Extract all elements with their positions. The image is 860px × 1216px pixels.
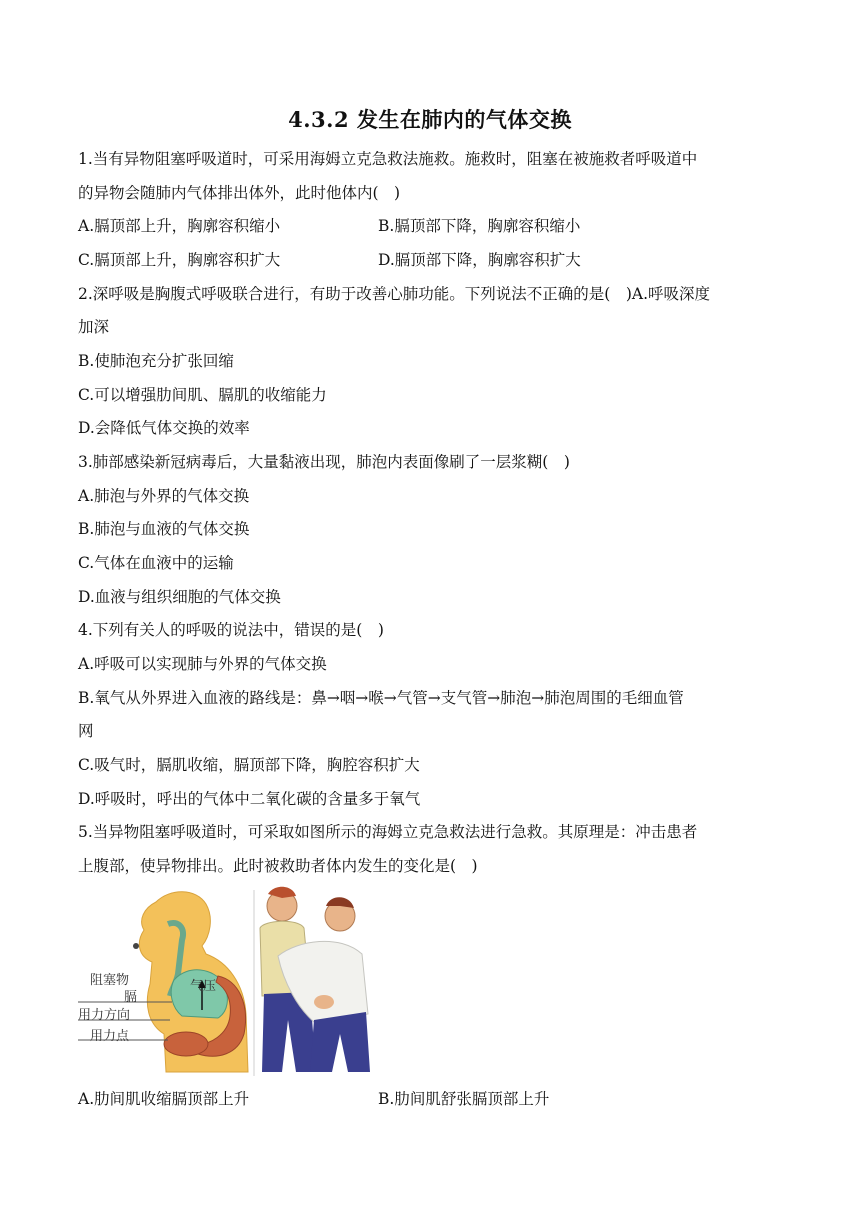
q1-option-a: A.膈顶部上升，胸廓容积缩小 <box>78 217 281 235</box>
heimlich-figure <box>78 884 374 1076</box>
q5-option-b: B.肋间肌舒张膈顶部上升 <box>378 1090 550 1108</box>
rescue-photo-panel <box>260 887 370 1072</box>
q4-option-a: A.呼吸可以实现肺与外界的气体交换 <box>78 655 327 673</box>
q1-option-d: D.膈顶部下降，胸廓容积扩大 <box>378 251 581 269</box>
q3-option-c: C.气体在血液中的运输 <box>78 554 234 572</box>
q2-stem-line-2: 加深 <box>78 318 110 336</box>
heimlich-illustration <box>78 884 374 1076</box>
q4-option-d: D.呼吸时，呼出的气体中二氧化碳的含量多于氧气 <box>78 790 421 808</box>
q3-option-a: A.肺泡与外界的气体交换 <box>78 487 250 505</box>
q1-option-c: C.膈顶部上升，胸廓容积扩大 <box>78 251 281 269</box>
rescuer-hands <box>314 995 334 1009</box>
label-obstruction: 阻塞物 <box>90 973 130 988</box>
q2-option-b: B.使肺泡充分扩张回缩 <box>78 352 234 370</box>
label-force-point: 用力点 <box>90 1029 130 1044</box>
label-diaphragm: 膈 <box>124 990 138 1005</box>
page-title: 4.3.2 发生在肺内的气体交换 <box>288 107 572 132</box>
label-air-pressure: 气压 <box>190 979 217 994</box>
q1-stem-line-2: 的异物会随肺内气体排出体外，此时他体内( ) <box>78 184 401 202</box>
q4-option-b-line-2: 网 <box>78 722 94 740</box>
patient-pants <box>310 1012 370 1072</box>
q1-stem-line-1: 1.当有异物阻塞呼吸道时，可采用海姆立克急救法施救。施救时，阻塞在被施救者呼吸道中 <box>78 150 698 168</box>
anatomy-panel <box>78 892 248 1072</box>
q5-stem-line-1: 5.当异物阻塞呼吸道时，可采取如图所示的海姆立克急救法进行急救。其原理是：冲击患者 <box>78 823 698 841</box>
q1-option-b: B.膈顶部下降，胸廓容积缩小 <box>378 217 581 235</box>
q4-stem-line-1: 4.下列有关人的呼吸的说法中，错误的是( ) <box>78 621 384 639</box>
q2-stem-line-1: 2.深呼吸是胸腹式呼吸联合进行，有助于改善心肺功能。下列说法不正确的是( )A.呼吸深度 <box>78 285 711 303</box>
q3-stem-line-1: 3.肺部感染新冠病毒后，大量黏液出现，肺泡内表面像刷了一层浆糊( ) <box>78 453 570 471</box>
q5-option-a: A.肋间肌收缩膈顶部上升 <box>78 1090 250 1108</box>
label-force-direction: 用力方向 <box>78 1008 131 1023</box>
q3-option-d: D.血液与组织细胞的气体交换 <box>78 588 281 606</box>
q2-option-c: C.可以增强肋间肌、膈肌的收缩能力 <box>78 386 327 404</box>
q3-option-b: B.肺泡与血液的气体交换 <box>78 520 250 538</box>
obstruction-dot <box>133 943 139 949</box>
rescuer-fist <box>164 1032 208 1056</box>
q4-option-c: C.吸气时，膈肌收缩，膈顶部下降，胸腔容积扩大 <box>78 756 420 774</box>
q4-option-b-line-1: B.氧气从外界进入血液的路线是：鼻→咽→喉→气管→支气管→肺泡→肺泡周围的毛细血管 <box>78 689 684 707</box>
q2-option-d: D.会降低气体交换的效率 <box>78 419 250 437</box>
q5-stem-line-2: 上腹部，使异物排出。此时被救助者体内发生的变化是( ) <box>78 857 478 875</box>
